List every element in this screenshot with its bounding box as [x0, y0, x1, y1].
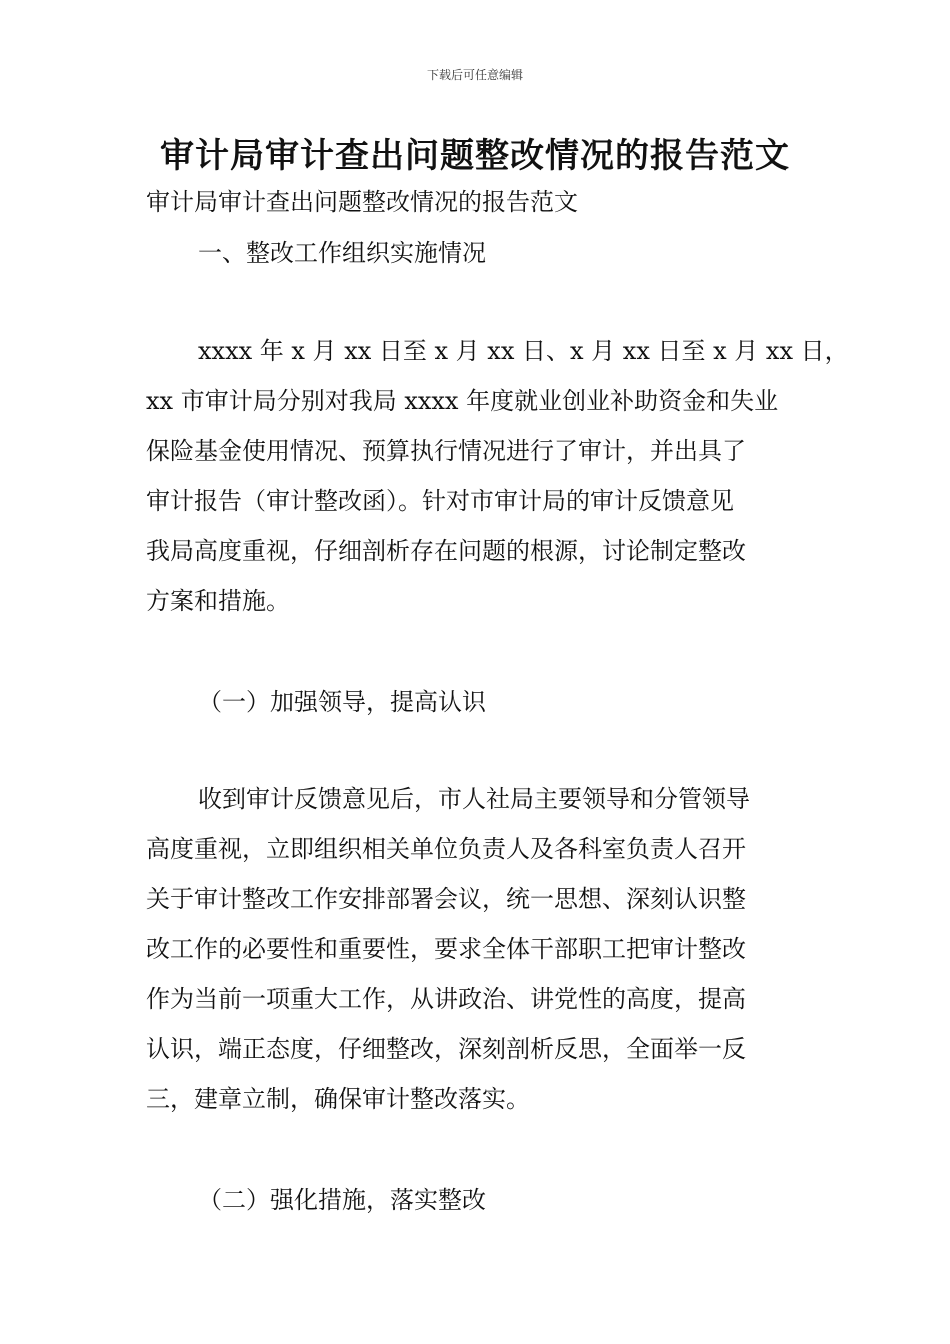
- paragraph-1-line: 保险基金使用情况、预算执行情况进行了审计，并出具了: [146, 437, 746, 465]
- paragraph-2-line: 关于审计整改工作安排部署会议，统一思想、深刻认识整: [146, 885, 746, 913]
- subsection-2-heading: （二）强化措施，落实整改: [198, 1186, 486, 1214]
- document-subtitle: 审计局审计查出问题整改情况的报告范文: [146, 188, 578, 216]
- subsection-1-heading: （一）加强领导，提高认识: [198, 688, 486, 716]
- document-title: 审计局审计查出问题整改情况的报告范文: [160, 136, 790, 176]
- paragraph-1-line: 审计报告（审计整改函）。针对市审计局的审计反馈意见: [146, 487, 734, 515]
- paragraph-1: [146, 326, 849, 626]
- section-1-heading: 一、整改工作组织实施情况: [198, 239, 486, 267]
- paragraph-2-line: 收到审计反馈意见后，市人社局主要领导和分管领导: [198, 785, 750, 813]
- header-note: 下载后可任意编辑: [426, 68, 523, 82]
- paragraph-2-line: 改工作的必要性和重要性，要求全体干部职工把审计整改: [146, 935, 746, 963]
- paragraph-2-line: 高度重视，立即组织相关单位负责人及各科室负责人召开: [146, 835, 746, 863]
- paragraph-1-line: xxxx 年 x 月 xx 日至 x 月 xx 日、x 月 xx 日至 x 月 xx 日，: [198, 337, 849, 365]
- paragraph-1-line: 方案和措施。: [146, 587, 290, 615]
- paragraph-2-line: 作为当前一项重大工作，从讲政治、讲党性的高度，提高: [146, 985, 746, 1013]
- paragraph-2-line: 认识，端正态度，仔细整改，深刻剖析反思，全面举一反: [146, 1035, 746, 1063]
- paragraph-2-line: 三，建章立制，确保审计整改落实。: [146, 1085, 530, 1113]
- paragraph-1-line: xx 市审计局分别对我局 xxxx 年度就业创业补助资金和失业: [146, 387, 779, 415]
- paragraph-2: [146, 774, 818, 1124]
- paragraph-1-line: 我局高度重视，仔细剖析存在问题的根源，讨论制定整改: [146, 537, 746, 565]
